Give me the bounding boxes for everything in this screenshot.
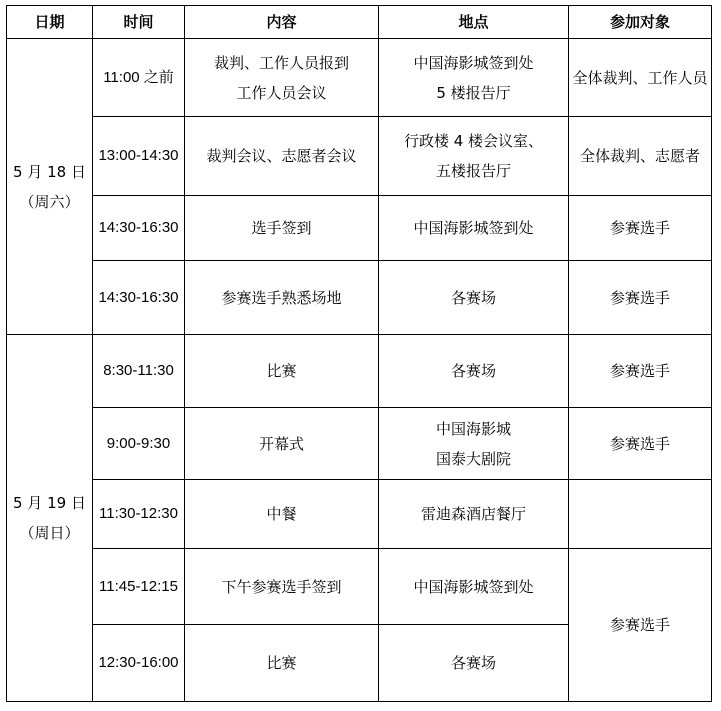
table-row [7, 480, 712, 549]
content-cell [185, 39, 379, 117]
table-row [7, 196, 712, 261]
content-line: 比赛 [266, 654, 297, 672]
participants-cell: 参赛选手 [569, 261, 712, 335]
participants-cell: 全体裁判、工作人员 [569, 39, 712, 117]
time-cell: 14:30-16:30 [93, 261, 185, 335]
location-line: 中国海影城签到处 [413, 219, 534, 237]
participants-cell: 参赛选手 [569, 196, 712, 261]
location-cell [379, 480, 569, 549]
content-cell [185, 480, 379, 549]
date-cell-day2 [7, 335, 93, 702]
participants-cell [569, 480, 712, 549]
location-line: 国泰大剧院 [435, 449, 511, 468]
content-line: 参赛选手熟悉场地 [221, 288, 342, 307]
participants-cell: 全体裁判、志愿者 [569, 117, 712, 196]
content-line: 裁判、工作人员报到 [213, 53, 349, 72]
time-cell: 8:30-11:30 [93, 335, 185, 408]
time-cell: 13:00-14:30 [93, 117, 185, 196]
location-line: 行政楼 4 楼会议室、 [403, 132, 544, 150]
location-cell [379, 196, 569, 261]
table-row [7, 39, 712, 117]
location-line: 中国海影城 [435, 419, 511, 438]
content-line: 开幕式 [258, 434, 304, 453]
schedule-table [6, 5, 712, 702]
time-cell: 9:00-9:30 [93, 408, 185, 480]
content-cell [185, 117, 379, 196]
location-line: 各赛场 [450, 288, 496, 307]
table-row [7, 261, 712, 335]
location-cell [379, 625, 569, 702]
location-cell [379, 549, 569, 625]
location-line: 各赛场 [450, 362, 496, 380]
header-location: 地点 [379, 6, 569, 39]
header-time: 时间 [93, 6, 185, 39]
weekday-text: （周六） [19, 192, 80, 211]
table-row [7, 408, 712, 480]
location-cell [379, 408, 569, 480]
header-row [7, 6, 712, 39]
time-cell: 11:00 之前 [93, 39, 185, 117]
content-cell [185, 261, 379, 335]
participants-cell: 参赛选手 [569, 335, 712, 408]
content-line: 下午参赛选手签到 [221, 577, 342, 596]
content-cell [185, 335, 379, 408]
content-line: 选手签到 [251, 219, 312, 237]
content-cell [185, 549, 379, 625]
time-cell: 11:30-12:30 [93, 480, 185, 549]
content-line: 中餐 [266, 505, 297, 523]
date-text: 5 月 19 日 [13, 494, 86, 512]
location-line: 5 楼报告厅 [436, 83, 511, 102]
header-participants: 参加对象 [569, 6, 712, 39]
date-cell-day1 [7, 39, 93, 335]
content-cell [185, 625, 379, 702]
location-line: 中国海影城签到处 [413, 53, 534, 72]
table-row [7, 549, 712, 625]
time-cell: 14:30-16:30 [93, 196, 185, 261]
time-cell: 12:30-16:00 [93, 625, 185, 702]
weekday-text: （周日） [19, 524, 80, 542]
location-cell [379, 261, 569, 335]
location-cell [379, 117, 569, 196]
date-text: 5 月 18 日 [13, 162, 86, 181]
content-cell [185, 196, 379, 261]
content-line: 比赛 [266, 362, 297, 380]
content-cell [185, 408, 379, 480]
location-line: 五楼报告厅 [435, 162, 511, 180]
location-line: 各赛场 [450, 654, 496, 672]
participants-cell: 参赛选手 [569, 549, 712, 702]
location-line: 雷迪森酒店餐厅 [420, 505, 526, 523]
location-cell [379, 335, 569, 408]
location-cell [379, 39, 569, 117]
table-row [7, 117, 712, 196]
time-cell: 11:45-12:15 [93, 549, 185, 625]
table-row [7, 335, 712, 408]
header-date: 日期 [7, 6, 93, 39]
participants-cell: 参赛选手 [569, 408, 712, 480]
content-line: 裁判会议、志愿者会议 [206, 147, 357, 165]
location-line: 中国海影城签到处 [413, 577, 534, 596]
content-line: 工作人员会议 [236, 83, 327, 102]
header-content: 内容 [185, 6, 379, 39]
